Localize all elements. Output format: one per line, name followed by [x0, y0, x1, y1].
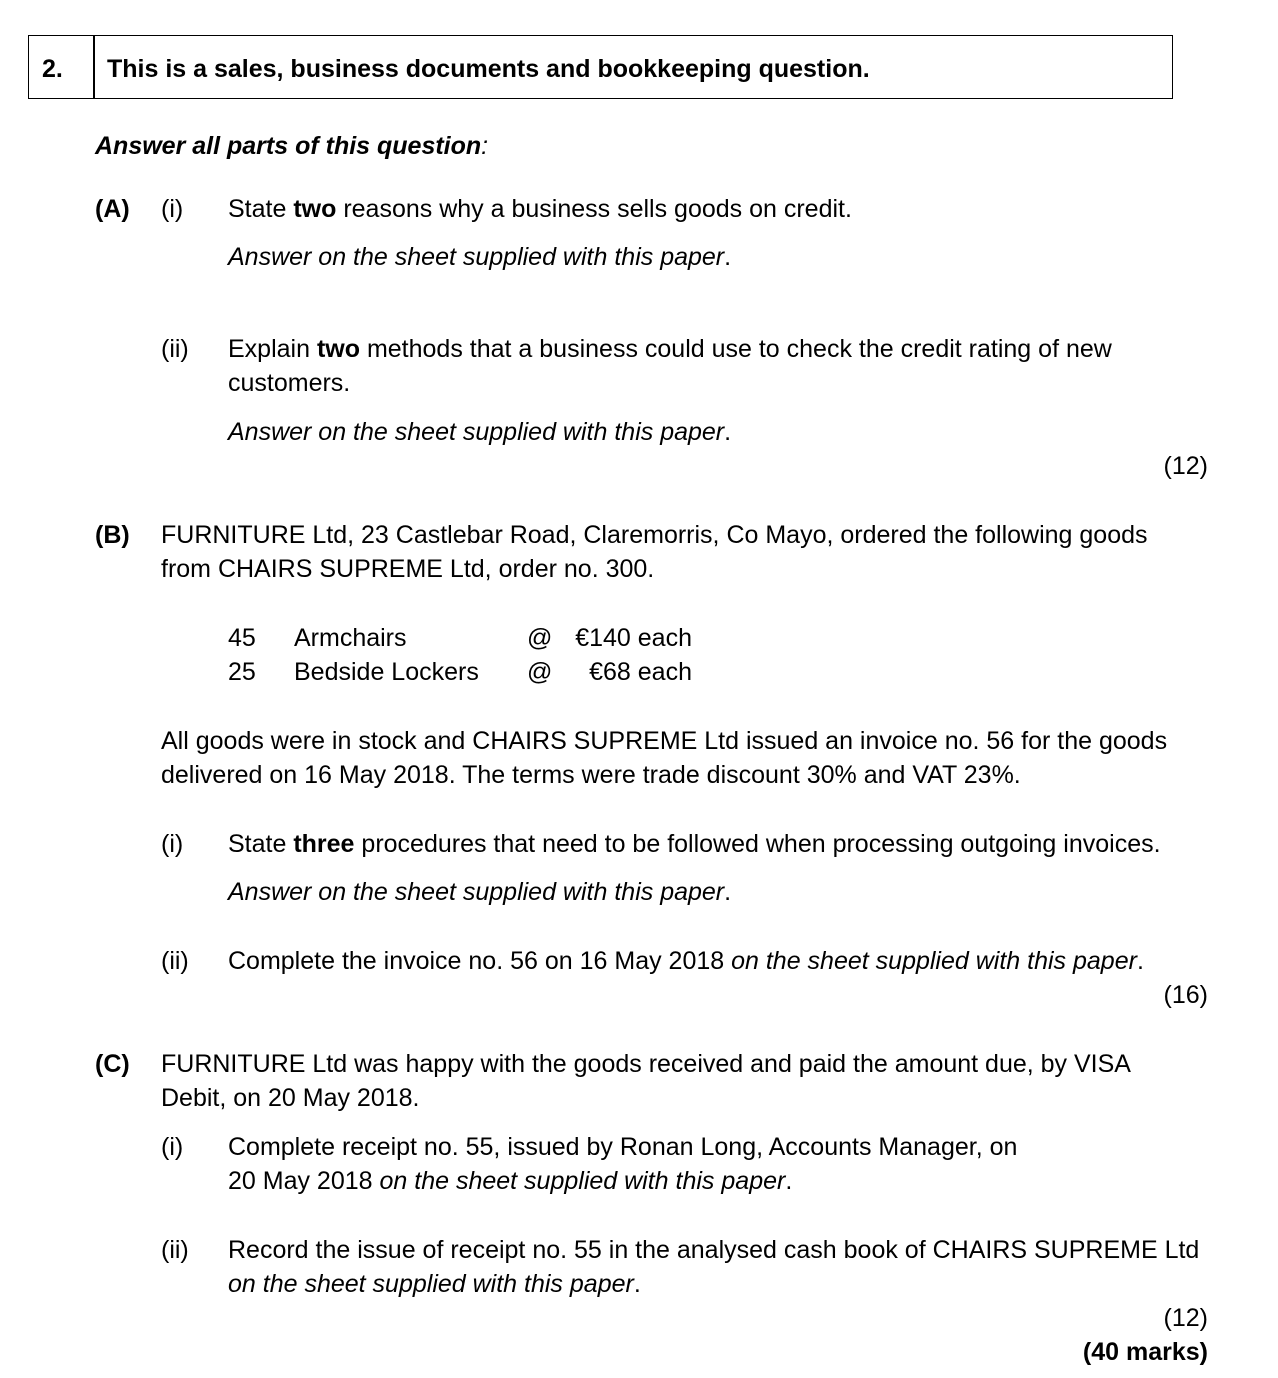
part-c-i-text-line2: 20 May 2018 on the sheet supplied with this paper.: [228, 1167, 793, 1195]
part-c-label: (C): [95, 1050, 130, 1078]
question-number: 2.: [42, 55, 63, 83]
part-b-i-text: State three procedures that need to be followed when processing outgoing invoices.: [228, 830, 1161, 858]
part-c-i-text-line1: Complete receipt no. 55, issued by Ronan Long, Accounts Manager, on: [228, 1133, 1018, 1161]
order-item-qty: 45: [228, 624, 256, 652]
part-c-ii-text-line1: Record the issue of receipt no. 55 in the analysed cash book of CHAIRS SUPREME Ltd: [228, 1236, 1200, 1264]
question-title: This is a sales, business documents and bookkeeping question.: [107, 55, 870, 83]
part-b-intro-line2: from CHAIRS SUPREME Ltd, order no. 300.: [161, 555, 655, 583]
part-c-i-number: (i): [161, 1133, 184, 1161]
part-a-ii-answer-note: Answer on the sheet supplied with this paper.: [228, 418, 732, 446]
part-a-i-number: (i): [161, 195, 184, 223]
order-item-at: @: [527, 658, 553, 686]
part-b-marks: (16): [1163, 981, 1208, 1009]
order-item-qty: 25: [228, 658, 256, 686]
header-divider: [93, 35, 95, 99]
part-a-label: (A): [95, 195, 130, 223]
part-a-marks: (12): [1163, 452, 1208, 480]
part-b-i-number: (i): [161, 830, 184, 858]
part-b-intro-line1: FURNITURE Ltd, 23 Castlebar Road, Claremorris, Co Mayo, ordered the following goods: [161, 521, 1148, 549]
order-item-at: @: [527, 624, 553, 652]
part-a-ii-number: (ii): [161, 335, 189, 363]
order-item-price: €140 each: [575, 624, 692, 652]
part-a-ii-text-line2: customers.: [228, 369, 351, 397]
part-a-i-answer-note: Answer on the sheet supplied with this paper.: [228, 243, 732, 271]
instruction: Answer all parts of this question:: [95, 132, 489, 160]
part-b-ii-number: (ii): [161, 947, 189, 975]
part-b-ii-text: Complete the invoice no. 56 on 16 May 2018 on the sheet supplied with this paper.: [228, 947, 1144, 975]
order-item-desc: Armchairs: [294, 624, 407, 652]
order-item-price: €68 each: [589, 658, 692, 686]
part-c-intro-line1: FURNITURE Ltd was happy with the goods received and paid the amount due, by VISA: [161, 1050, 1131, 1078]
part-c-ii-number: (ii): [161, 1236, 189, 1264]
part-b-note-line2: delivered on 16 May 2018. The terms were trade discount 30% and VAT 23%.: [161, 761, 1021, 789]
part-a-i-text: State two reasons why a business sells goods on credit.: [228, 195, 852, 223]
part-c-ii-text-line2: on the sheet supplied with this paper.: [228, 1270, 641, 1298]
order-item-desc: Bedside Lockers: [294, 658, 479, 686]
part-b-label: (B): [95, 521, 130, 549]
part-c-marks: (12): [1163, 1304, 1208, 1332]
part-b-i-answer-note: Answer on the sheet supplied with this paper.: [228, 878, 732, 906]
total-marks: (40 marks): [1082, 1338, 1208, 1366]
part-c-intro-line2: Debit, on 20 May 2018.: [161, 1084, 420, 1112]
part-a-ii-text-line1: Explain two methods that a business could use to check the credit rating of new: [228, 335, 1112, 363]
part-b-note-line1: All goods were in stock and CHAIRS SUPREME Ltd issued an invoice no. 56 for the goods: [161, 727, 1168, 755]
